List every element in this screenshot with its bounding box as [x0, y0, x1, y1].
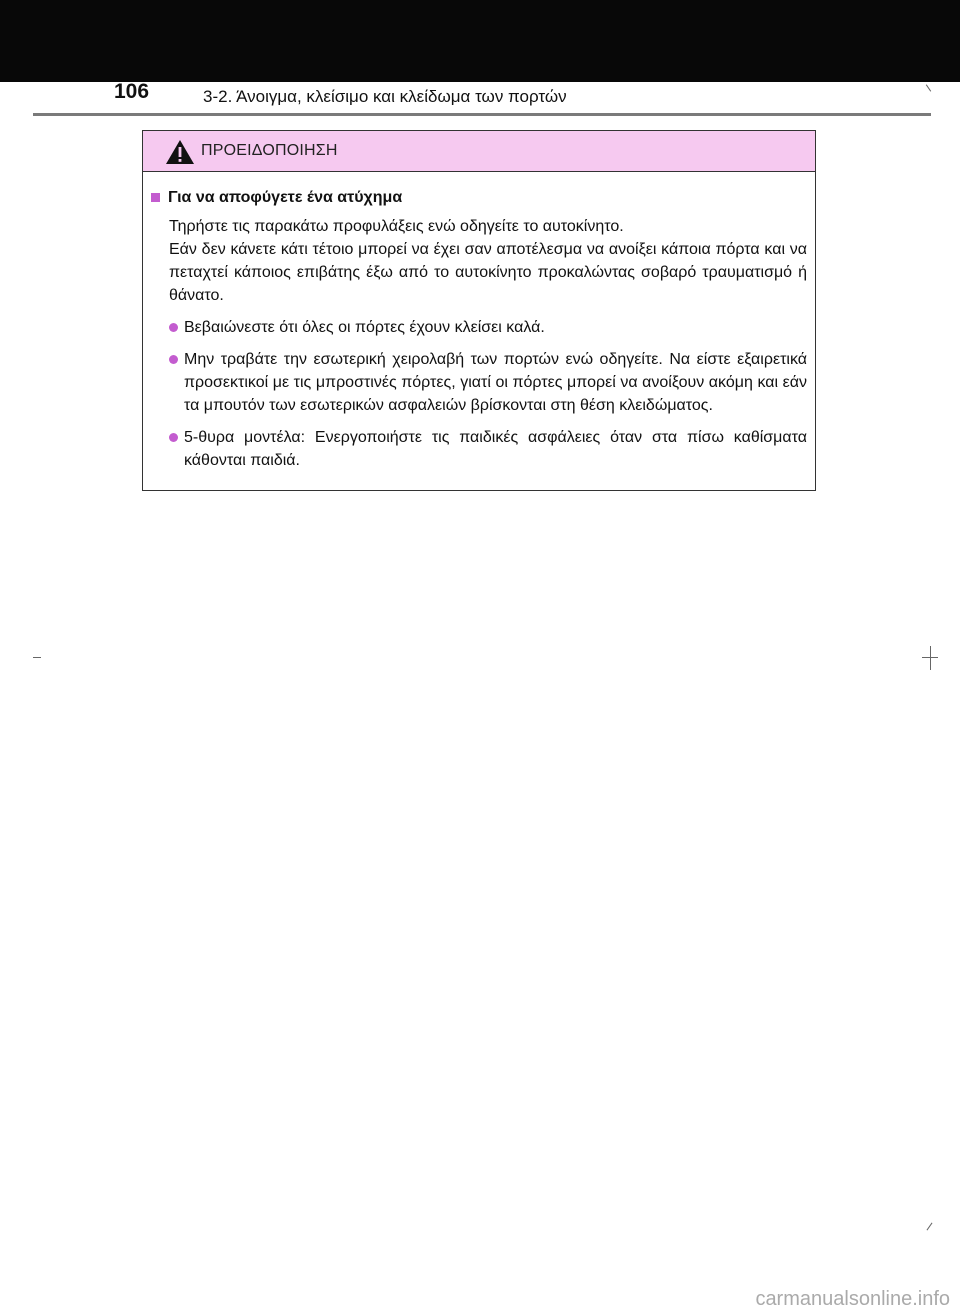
section-title: 3-2. Άνοιγμα, κλείσιμο και κλείδωμα των πορτών: [203, 87, 567, 106]
dot-bullet-icon: [169, 323, 178, 332]
list-item: [169, 316, 807, 339]
dot-bullet-icon: [169, 433, 178, 442]
dot-bullet-icon: [169, 355, 178, 364]
list-item: [169, 348, 807, 417]
bullet-text: 5-θυρα μοντέλα: Ενεργοποιήστε τις παιδικές ασφάλειες όταν στα πίσω καθίσματα κάθονται παιδιά.: [184, 429, 807, 469]
crop-mark-right-v: [930, 646, 931, 670]
warning-subheading: [149, 186, 807, 209]
warning-box: [142, 130, 816, 491]
watermark: carmanualsonline.info: [755, 1288, 950, 1310]
bullet-text: Μην τραβάτε την εσωτερική χειρολαβή των πορτών ενώ οδηγείτε. Να είστε εξαιρετικά προσεκτικοί με τις μπροστινές πόρτες, γιατί οι πόρτες μπορεί να ανοίξουν ακόμη και εάν τα μπουτόν των εσωτερικών ασφαλειών βρίσκονται στη θέση κλειδώματος.: [184, 351, 807, 414]
crop-mark-left: [33, 657, 41, 658]
warning-body: [143, 172, 815, 472]
intro-line-1: Τηρήστε τις παρακάτω προφυλάξεις ενώ οδηγείτε το αυτοκίνητο.: [169, 218, 624, 235]
intro-line-2: Εάν δεν κάνετε κάτι τέτοιο μπορεί να έχει σαν αποτέλεσμα να ανοίξει κάποια πόρτα και να πεταχτεί κάποιος επιβάτης έξω από το αυτοκίνητο προκαλώντας σοβαρό τραυματισμό ή θάνατο.: [169, 241, 807, 304]
header-rule: [33, 113, 931, 116]
warning-label: ΠΡΟΕΙΔΟΠΟΙΗΣΗ: [201, 142, 338, 159]
warning-triangle-icon: [165, 139, 195, 165]
crop-mark-top-right: [926, 84, 931, 91]
list-item: [169, 426, 807, 472]
page-number: 106: [114, 80, 150, 103]
subheading-text: Για να αποφύγετε ένα ατύχημα: [168, 189, 403, 206]
top-black-bar: [0, 0, 960, 82]
bullet-text: Βεβαιώνεστε ότι όλες οι πόρτες έχουν κλείσει καλά.: [184, 319, 545, 336]
square-bullet-icon: [151, 193, 160, 202]
warning-header: [143, 131, 815, 172]
crop-mark-bottom-right: [927, 1223, 933, 1231]
